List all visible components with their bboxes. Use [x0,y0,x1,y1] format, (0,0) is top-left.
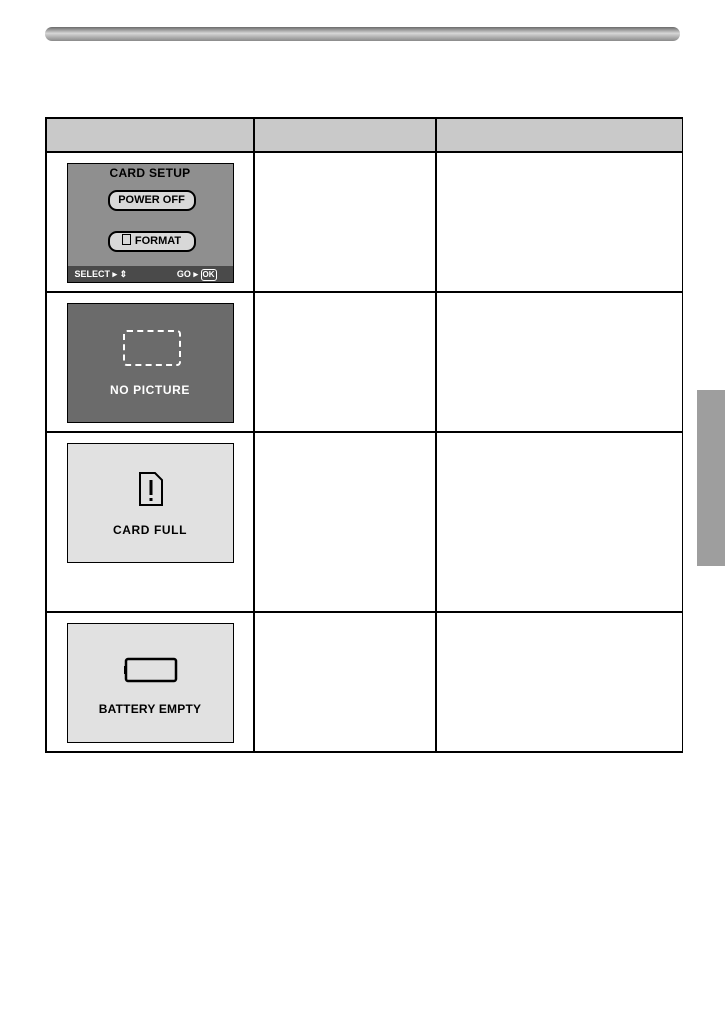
arrow-right-icon: ▸ [112,269,118,279]
screen-cell [46,612,254,752]
cause-cell [254,152,436,292]
card-icon [122,234,131,245]
format-label: FORMAT [134,235,182,247]
ok-button-icon: OK [202,270,215,279]
card-setup-screen [67,163,234,283]
battery-empty-caption: BATTERY EMPTY [98,702,202,716]
table-row [46,432,682,612]
table-row [46,152,682,292]
table-header-row [46,118,682,152]
screen-cell [46,152,254,292]
cause-cell [254,612,436,752]
battery-empty-screen [67,623,234,743]
battery-icon [124,657,180,683]
power-off-option: POWER OFF [108,190,196,211]
message-table [45,117,683,753]
card-setup-title: CARD SETUP [109,166,191,180]
header-cell-action [436,118,682,152]
screen-cell [46,432,254,612]
go-label: GO [176,269,191,279]
format-option [108,231,196,252]
card-full-caption: CARD FULL [112,523,188,537]
table-row [46,612,682,752]
action-cell [436,612,682,752]
cause-cell [254,292,436,432]
header-cell-cause [254,118,436,152]
up-down-arrows-icon: ⇕ [119,269,128,279]
select-bar [68,266,233,282]
header-cell-monitor [46,118,254,152]
dashed-frame-icon [123,330,181,366]
action-cell [436,432,682,612]
table-row [46,292,682,432]
no-picture-screen [67,303,234,423]
select-label: SELECT [74,269,111,279]
action-cell [436,152,682,292]
arrow-right-icon: ▸ [193,269,198,279]
card-exclamation-icon [138,471,164,507]
header-rule [45,27,680,41]
card-full-screen [67,443,234,563]
chapter-side-tab [697,390,725,566]
cause-cell [254,432,436,612]
action-cell [436,292,682,432]
no-picture-caption: NO PICTURE [109,383,190,397]
screen-cell [46,292,254,432]
